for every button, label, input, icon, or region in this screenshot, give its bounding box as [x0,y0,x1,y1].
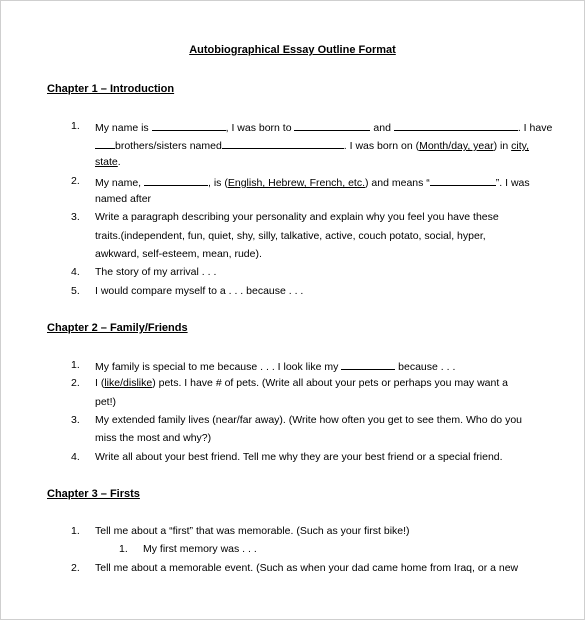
text: ”. I was [495,177,530,189]
item-line: named after [95,193,152,205]
text: brothers/sisters named [115,140,222,152]
text: ) in [493,140,512,152]
item-number: 4. [71,451,80,463]
underlined-text: like/dislike [104,377,153,389]
item-line: Write all about your best friend. Tell me why they are your best friend or a special friend. [95,451,503,463]
fill-in-blank[interactable] [430,175,496,186]
text: My name is [95,122,152,134]
fill-in-blank[interactable] [95,138,115,149]
item-line [95,156,121,169]
text: ) pets. I have # of pets. (Write all about your pets or perhaps you may want a [152,377,509,389]
text: My family is special to me because . . . I look like my [95,361,342,373]
item-line: pet!) [95,396,117,408]
item-line: My extended family lives (near/far away). (Write how often you get to see them. Who do you [95,414,522,426]
underlined-text: English, Hebrew, French, etc. [227,177,366,189]
text: ) and means “ [365,177,430,189]
sub-item-number: 1. [119,543,128,555]
item-number: 4. [71,266,80,278]
item-number: 1. [71,525,80,537]
document-title: Autobiographical Essay Outline Format [189,44,396,56]
item-line [95,359,455,374]
text: , is ( [208,177,228,189]
fill-in-blank[interactable] [394,120,518,131]
text: . I have [517,122,553,134]
fill-in-blank[interactable] [222,138,344,149]
underlined-text: Month/day, year [419,140,494,152]
item-line: awkward, self-esteem, mean, rude). [95,248,262,260]
chapter-1-heading: Chapter 1 – Introduction [47,83,175,95]
item-line [95,377,508,390]
chapter-3-heading: Chapter 3 – Firsts [47,488,140,500]
text: because . . . [395,361,456,373]
item-line [95,138,529,153]
chapter-2-heading: Chapter 2 – Family/Friends [47,322,188,334]
item-number: 2. [71,562,80,574]
item-line: traits.(independent, fun, quiet, shy, silly, talkative, active, couch potato, social, hyper, [95,230,486,242]
text: and [370,122,394,134]
underlined-text: city, [511,140,530,152]
fill-in-blank[interactable] [152,120,226,131]
item-number: 5. [71,285,80,297]
item-number: 2. [71,377,80,389]
item-line: I would compare myself to a . . . because . . . [95,285,304,297]
underlined-text: state [95,156,118,168]
item-number: 2. [71,175,80,187]
item-line [95,175,530,190]
fill-in-blank[interactable] [294,120,370,131]
item-number: 1. [71,359,80,371]
sub-item-line: My first memory was . . . [143,543,257,555]
text: . I was born on ( [343,140,420,152]
item-number: 1. [71,120,80,132]
text: , I was born to [225,122,295,134]
item-number: 3. [71,414,80,426]
item-line: miss the most and why?) [95,432,212,444]
item-line: Tell me about a “first” that was memorable. (Such as your first bike!) [95,525,410,537]
item-number: 3. [71,211,80,223]
item-line: Write a paragraph describing your personality and explain why you feel you have these [95,211,499,223]
item-line: Tell me about a memorable event. (Such as when your dad came home from Iraq, or a new [95,562,519,574]
text: I ( [95,377,105,389]
text: My name, [95,177,145,189]
text: . [117,156,121,168]
item-line [95,120,552,135]
fill-in-blank[interactable] [341,359,395,370]
item-line: The story of my arrival . . . [95,266,217,278]
fill-in-blank[interactable] [144,175,208,186]
